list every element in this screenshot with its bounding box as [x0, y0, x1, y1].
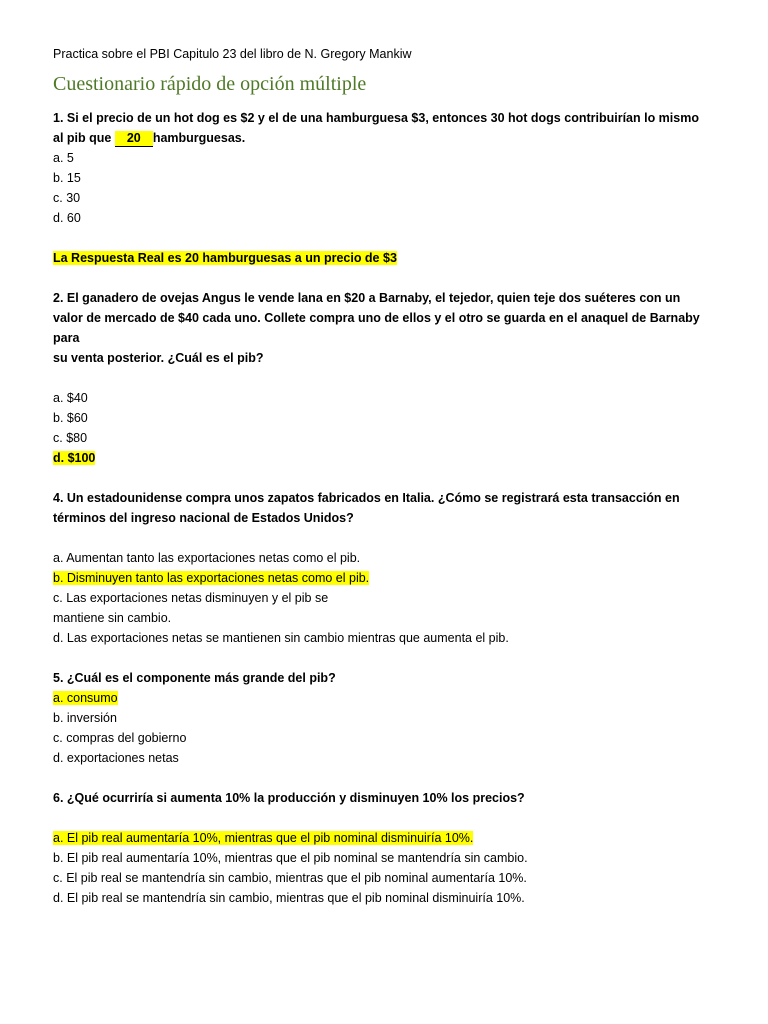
- question-4-line-2: términos del ingreso nacional de Estados Unidos?: [53, 511, 354, 525]
- option-d-correct: [53, 448, 733, 468]
- option-c: c. $80: [53, 431, 88, 445]
- option-b: b. inversión: [53, 711, 117, 725]
- option-d: d. exportaciones netas: [53, 751, 179, 765]
- option-d: d. El pib real se mantendría sin cambio, mientras que el pib nominal disminuiría 10%.: [53, 891, 525, 905]
- question-1-text: 1. Si el precio de un hot dog es $2 y el de una hamburguesa $3, entonces 30 hot dogs contribuirían lo mismo: [53, 111, 699, 125]
- answer-note: [53, 248, 733, 268]
- option-a: a. Aumentan tanto las exportaciones netas como el pib.: [53, 551, 361, 565]
- option-d: d. Las exportaciones netas se mantienen sin cambio mientras que aumenta el pib.: [53, 631, 509, 645]
- option-d: d. 60: [53, 211, 81, 225]
- question-2-line-1: 2. El ganadero de ovejas Angus le vende lana en $20 a Barnaby, el tejedor, quien teje dos suéteres con un: [53, 291, 681, 305]
- option-b-correct: [53, 568, 733, 588]
- option-c-continued: mantiene sin cambio.: [53, 611, 172, 625]
- document-header: Practica sobre el PBI Capitulo 23 del libro de N. Gregory Mankiw: [53, 47, 412, 61]
- question-5: [53, 668, 733, 768]
- question-6-text: 6. ¿Qué ocurriría si aumenta 10% la producción y disminuyen 10% los precios?: [53, 791, 525, 805]
- option-a: a. $40: [53, 391, 88, 405]
- option-a: a. 5: [53, 151, 74, 165]
- option-a-correct: [53, 688, 733, 708]
- question-4-line-1: 4. Un estadounidense compra unos zapatos fabricados en Italia. ¿Cómo se registrará esta transacción en: [53, 491, 680, 505]
- question-1-text-line2: [53, 128, 733, 148]
- option-b: b. 15: [53, 171, 81, 185]
- question-6: [53, 788, 733, 908]
- option-b: b. El pib real aumentaría 10%, mientras que el pib nominal se mantendría sin cambio.: [53, 851, 528, 865]
- question-4: [53, 488, 733, 648]
- answer-blank: 20: [115, 131, 153, 147]
- option-d-text: d. $100: [53, 451, 96, 465]
- option-a-text: a. El pib real aumentaría 10%, mientras que el pib nominal disminuiría 10%.: [53, 831, 474, 845]
- question-1: [53, 108, 733, 268]
- document-page: [53, 44, 733, 908]
- question-2-line-3: para: [53, 331, 80, 345]
- question-5-text: 5. ¿Cuál es el componente más grande del pib?: [53, 671, 336, 685]
- question-1-post-blank: hamburguesas.: [152, 131, 246, 145]
- option-c: c. 30: [53, 191, 81, 205]
- question-2-line-2: valor de mercado de $40 cada uno. Collete compra uno de ellos y el otro se guarda en el anaquel de Barnaby: [53, 311, 700, 325]
- page-title: Cuestionario rápido de opción múltiple: [53, 73, 367, 95]
- option-a-text: a. consumo: [53, 691, 118, 705]
- option-c: c. Las exportaciones netas disminuyen y el pib se: [53, 591, 329, 605]
- answer-note-text: La Respuesta Real es 20 hamburguesas a un precio de $3: [53, 251, 397, 265]
- question-2-line-4: su venta posterior. ¿Cuál es el pib?: [53, 351, 264, 365]
- question-1-pre-blank: al pib que: [53, 131, 115, 145]
- option-b-text: b. Disminuyen tanto las exportaciones netas como el pib.: [53, 571, 370, 585]
- option-b: b. $60: [53, 411, 88, 425]
- option-a-correct: [53, 828, 733, 848]
- question-2: [53, 288, 733, 468]
- option-c: c. El pib real se mantendría sin cambio, mientras que el pib nominal aumentaría 10%.: [53, 871, 527, 885]
- option-c: c. compras del gobierno: [53, 731, 187, 745]
